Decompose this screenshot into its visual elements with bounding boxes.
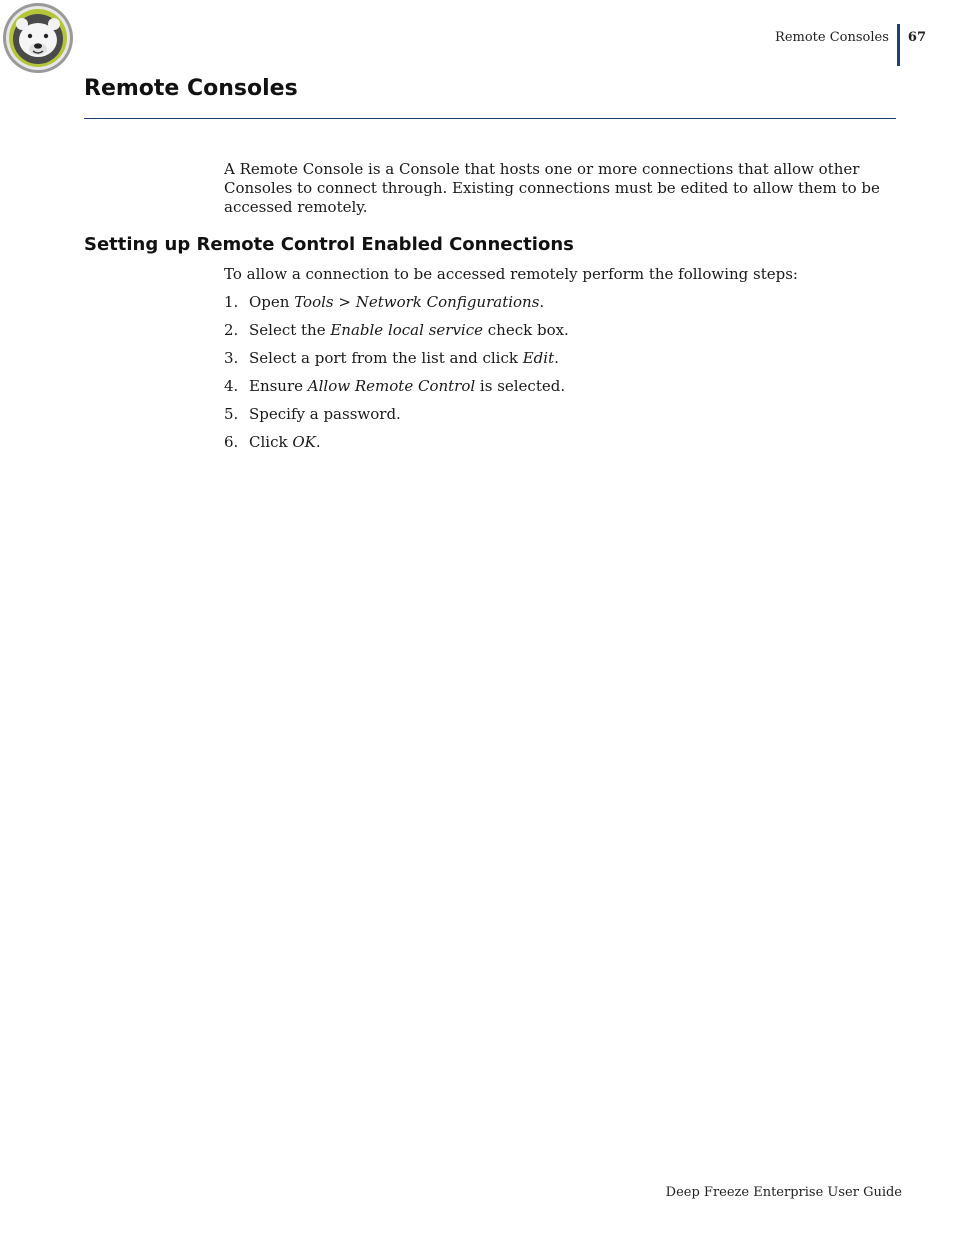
running-header [775,24,926,66]
list-item [224,377,569,405]
step-emphasis: Edit [522,349,555,367]
page-number: 67 [907,30,926,45]
step-text: Select a port from the list and click [249,349,523,367]
step-number: 3. [224,349,239,367]
step-text-end: . [315,433,321,451]
step-text-end: check box. [483,321,569,339]
section-heading: Setting up Remote Control Enabled Connections [84,234,574,255]
steps-lead: To allow a connection to be accessed remotely perform the following steps: [224,265,798,283]
title-rule [84,118,896,119]
step-text: Select the [249,321,331,339]
step-text: Specify a password. [249,405,401,423]
list-item [224,321,569,349]
steps-list [224,293,569,461]
header-section-name: Remote Consoles [775,30,889,45]
list-item [224,405,569,433]
page-title: Remote Consoles [84,76,298,101]
step-text-end: is selected. [475,377,566,395]
step-text: Open [249,293,295,311]
step-emphasis: Allow Remote Control [307,377,476,395]
step-text: Ensure [249,377,308,395]
step-text-end: . [539,293,545,311]
step-number: 2. [224,321,239,339]
step-emphasis: OK [292,433,316,451]
step-number: 5. [224,405,239,423]
step-text: Click [249,433,293,451]
list-item [224,293,569,321]
polar-bear-logo-icon [2,2,74,74]
step-emphasis: Enable local service [330,321,483,339]
list-item [224,433,569,461]
step-number: 1. [224,293,239,311]
step-text-end: . [554,349,559,367]
step-number: 4. [224,377,239,395]
page-footer: Deep Freeze Enterprise User Guide [665,1185,902,1200]
intro-paragraph: A Remote Console is a Console that hosts one or more connections that allow other Consoles to connect through. Existing connections must be edited to allow them to be accessed remotely. [224,160,880,216]
step-number: 6. [224,433,239,451]
list-item [224,349,569,377]
step-emphasis: Tools > Network Configurations [294,293,540,311]
